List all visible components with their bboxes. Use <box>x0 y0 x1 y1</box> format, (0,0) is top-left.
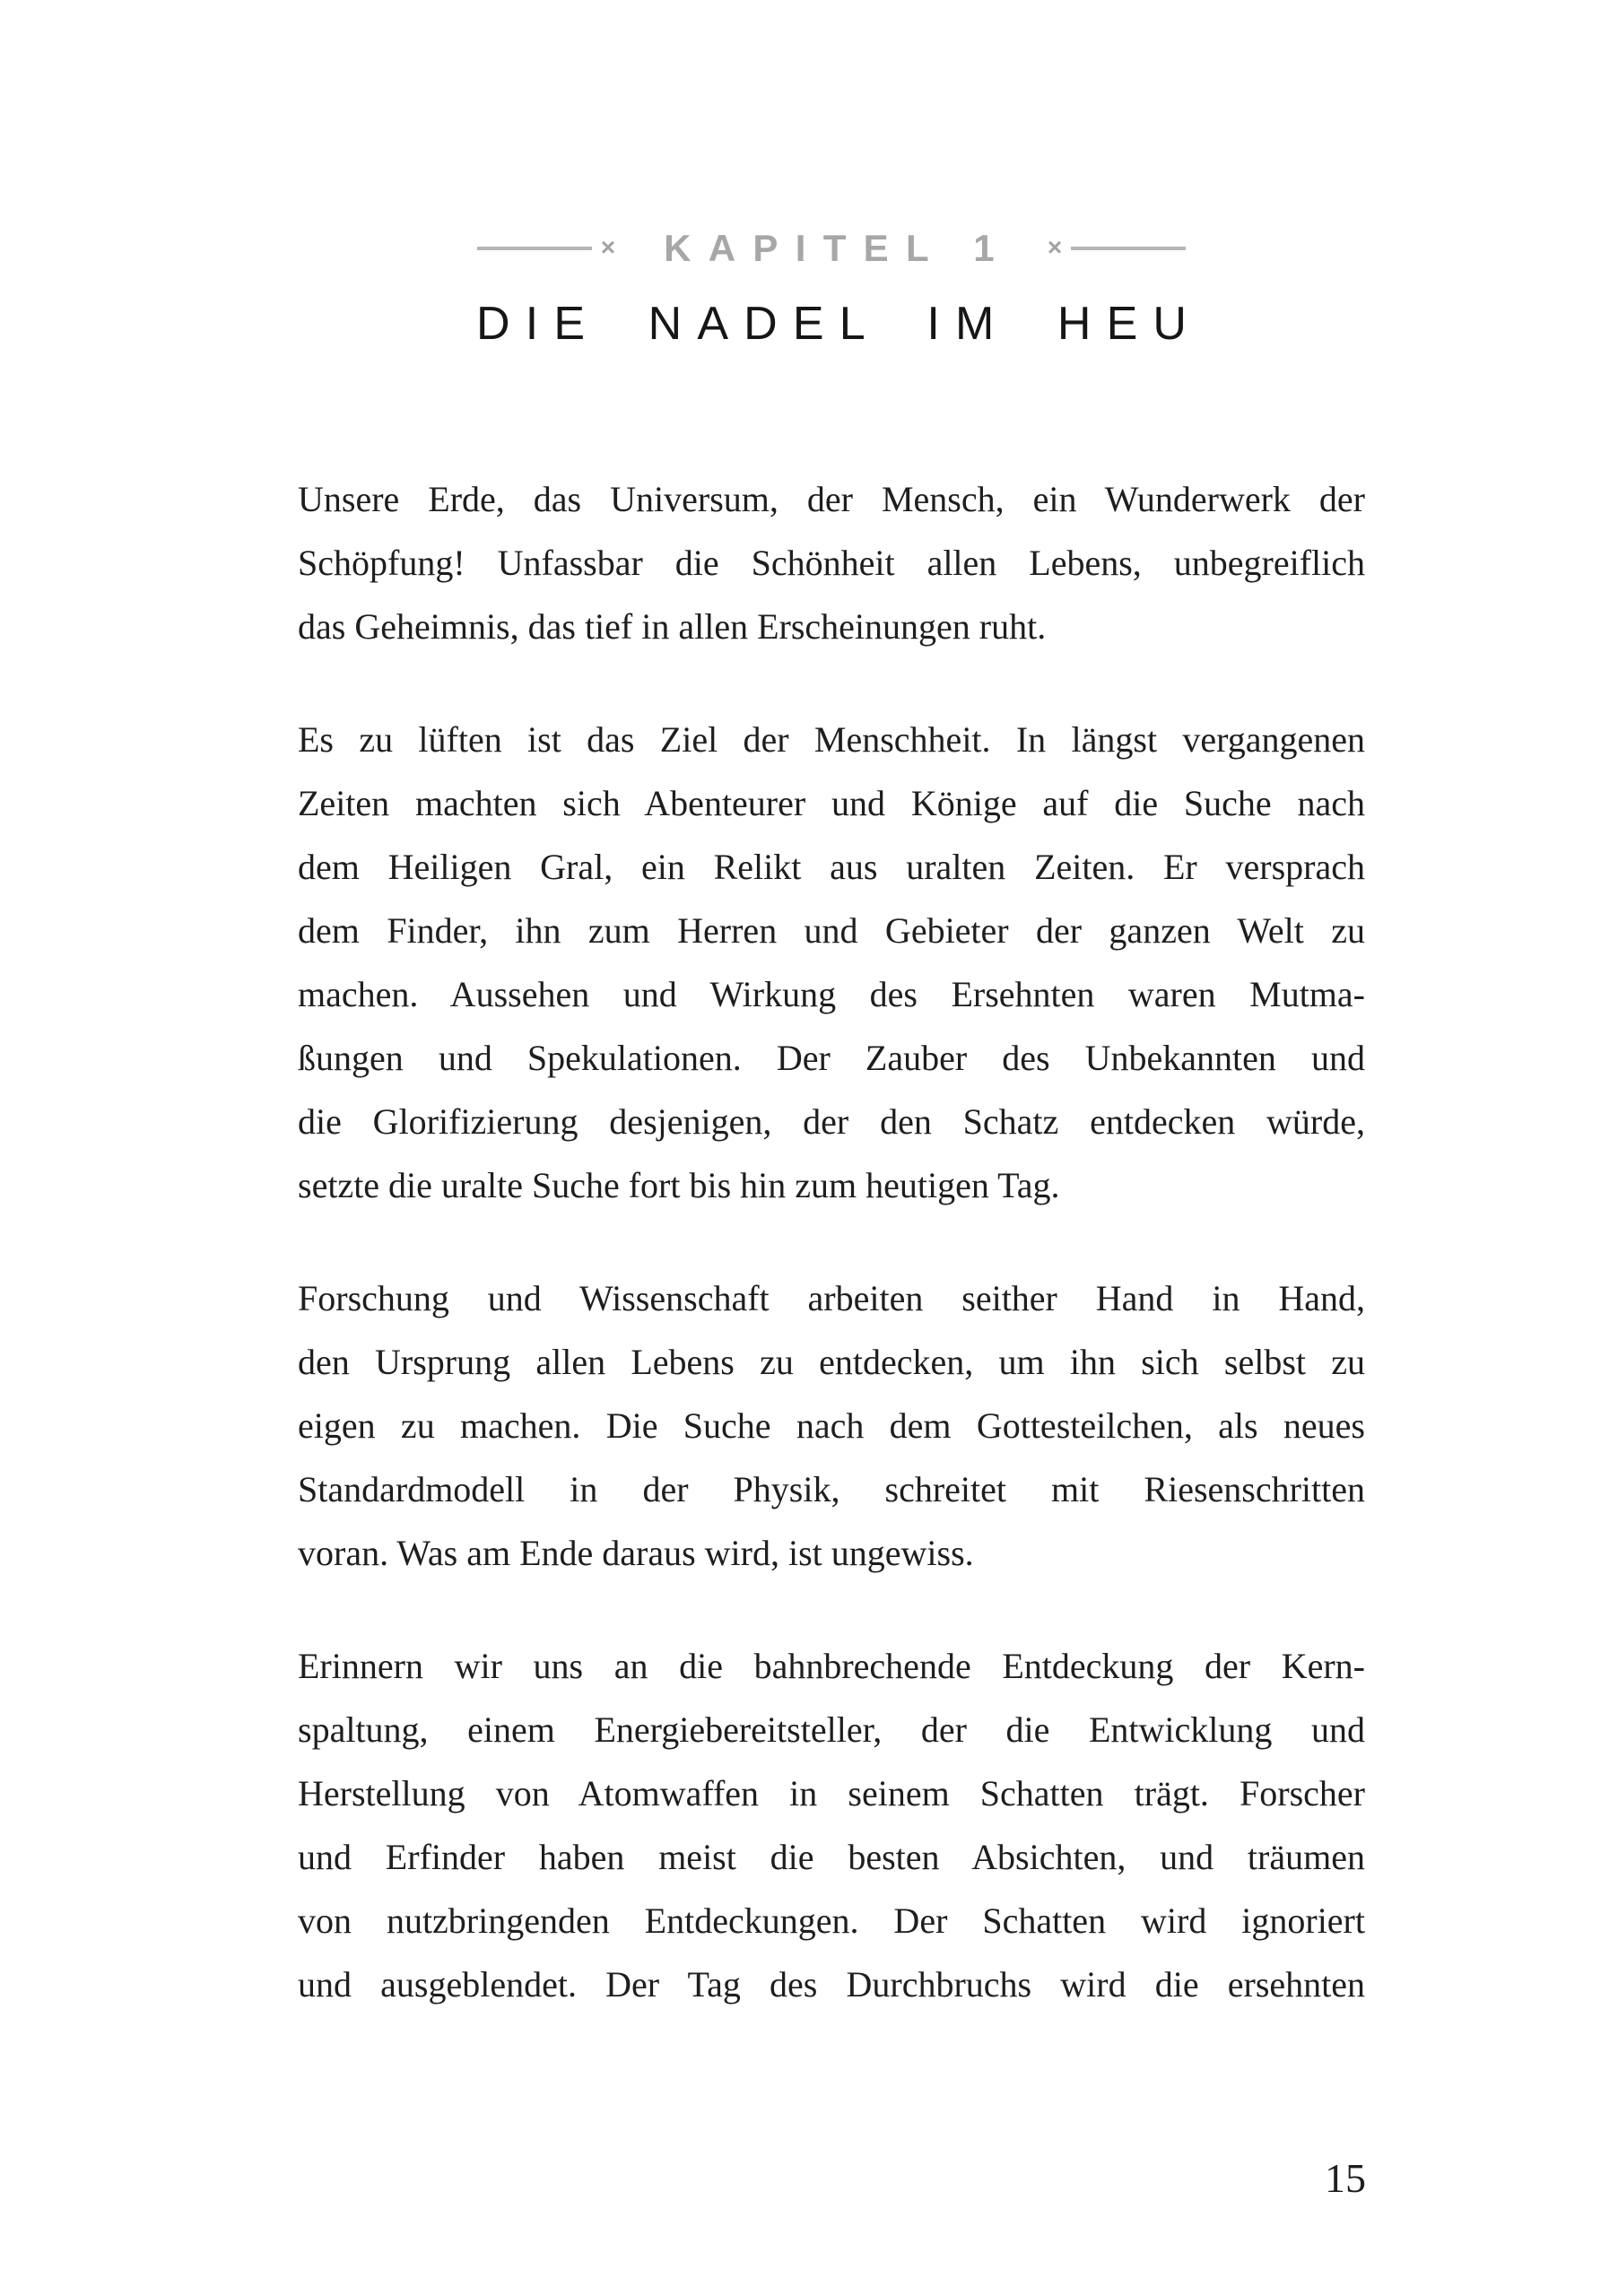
paragraph <box>298 708 1365 1217</box>
text-line: machen. Aussehen und Wirkung des Ersehnten waren Mutma- <box>298 974 1365 1014</box>
text-line: Herstellung von Atomwaffen in seinem Schatten trägt. Forscher <box>298 1773 1365 1813</box>
text-line: spaltung, einem Energiebereitsteller, der die Entwicklung und <box>298 1709 1365 1750</box>
text-line: die Glorifizierung desjenigen, der den Schatz entdecken würde, <box>298 1101 1365 1142</box>
text-line: den Ursprung allen Lebens zu entdecken, um ihn sich selbst zu <box>298 1342 1365 1382</box>
x-marker-left-icon: × <box>600 233 616 261</box>
text-line: und ausgeblendet. Der Tag des Durchbruchs wird die ersehnten <box>298 1964 1365 2005</box>
chapter-title: DIE NADEL IM HEU <box>476 298 1203 350</box>
text-line: Zeiten machten sich Abenteurer und Könige auf die Suche nach <box>298 783 1365 823</box>
text-line: Schöpfung! Unfassbar die Schönheit allen Lebens, unbegreiflich <box>298 543 1365 583</box>
text-column <box>298 0 1365 2296</box>
body-text <box>298 467 1365 2016</box>
text-line: Erinnern wir uns an die bahnbrechende Entdeckung der Kern- <box>298 1646 1365 1686</box>
text-line: das Geheimnis, das tief in allen Erscheinungen ruht. <box>298 606 1047 647</box>
text-line: ßungen und Spekulationen. Der Zauber des Unbekannten und <box>298 1038 1365 1078</box>
x-marker-right-icon: × <box>1047 233 1063 261</box>
text-line: setzte die uralte Suche fort bis hin zum heutigen Tag. <box>298 1165 1060 1205</box>
text-line: von nutzbringenden Entdeckungen. Der Schatten wird ignoriert <box>298 1900 1365 1941</box>
divider-line-left <box>477 247 592 250</box>
text-line: voran. Was am Ende daraus wird, ist ungewiss. <box>298 1533 974 1573</box>
text-line: dem Heiligen Gral, ein Relikt aus uralten Zeiten. Er versprach <box>298 847 1365 887</box>
page-number: 15 <box>1325 2155 1366 2201</box>
divider-line-right <box>1071 247 1186 250</box>
text-line: eigen zu machen. Die Suche nach dem Gottesteilchen, als neues <box>298 1405 1365 1446</box>
text-line: Standardmodell in der Physik, schreitet mit Riesenschritten <box>298 1469 1365 1509</box>
paragraph <box>298 1266 1365 1585</box>
paragraph <box>298 467 1365 658</box>
text-line: Unsere Erde, das Universum, der Mensch, ein Wunderwerk der <box>298 479 1365 519</box>
chapter-kicker-row <box>298 226 1365 271</box>
text-line: Forschung und Wissenschaft arbeiten seither Hand in Hand, <box>298 1278 1365 1318</box>
chapter-kicker: KAPITEL 1 <box>664 227 1012 269</box>
text-line: und Erfinder haben meist die besten Absichten, und träumen <box>298 1837 1365 1877</box>
text-line: Es zu lüften ist das Ziel der Menschheit. In längst vergangenen <box>298 719 1365 760</box>
paragraph <box>298 1634 1365 2016</box>
text-line: dem Finder, ihn zum Herren und Gebieter der ganzen Welt zu <box>298 910 1365 951</box>
